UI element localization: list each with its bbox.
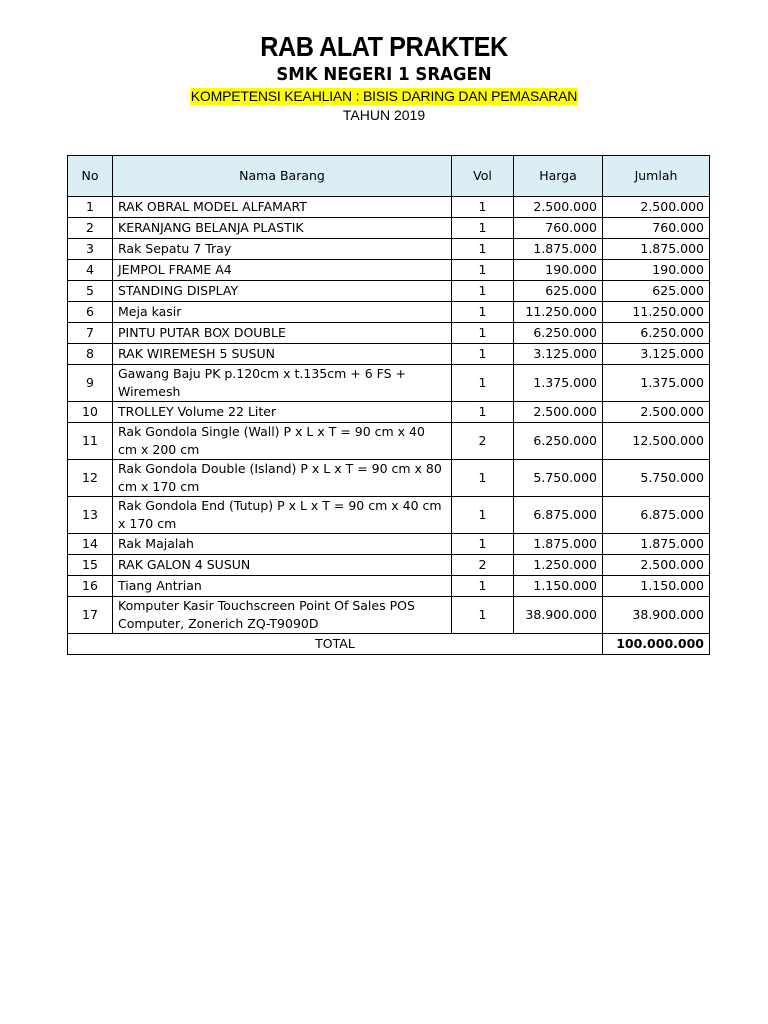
cell-nama-barang: Meja kasir bbox=[113, 302, 452, 323]
document-title: RAB ALAT PRAKTEK bbox=[260, 31, 508, 62]
cell-nama-barang: STANDING DISPLAY bbox=[113, 281, 452, 302]
cell-nama-barang: Rak Majalah bbox=[113, 534, 452, 555]
cell-harga: 2.500.000 bbox=[514, 197, 603, 218]
cell-harga: 2.500.000 bbox=[514, 402, 603, 423]
cell-vol: 1 bbox=[452, 365, 514, 402]
cell-nama-barang: RAK OBRAL MODEL ALFAMART bbox=[113, 197, 452, 218]
cell-harga: 190.000 bbox=[514, 260, 603, 281]
col-header-nama-barang: Nama Barang bbox=[113, 156, 452, 197]
cell-harga: 6.875.000 bbox=[514, 497, 603, 534]
cell-jumlah: 2.500.000 bbox=[603, 555, 710, 576]
cell-jumlah: 760.000 bbox=[603, 218, 710, 239]
col-header-no: No bbox=[68, 156, 113, 197]
table-row bbox=[68, 197, 710, 218]
cell-harga: 760.000 bbox=[514, 218, 603, 239]
cell-vol: 1 bbox=[452, 344, 514, 365]
cell-vol: 1 bbox=[452, 460, 514, 497]
cell-no: 11 bbox=[68, 423, 113, 460]
cell-nama-barang: Rak Gondola Double (Island) P x L x T = 90 cm x 80 cm x 170 cm bbox=[113, 460, 452, 497]
competency-label: KOMPETENSI KEAHLIAN : BISIS DARING DAN PEMASARAN bbox=[190, 88, 578, 104]
cell-jumlah: 6.875.000 bbox=[603, 497, 710, 534]
cell-nama-barang: KERANJANG BELANJA PLASTIK bbox=[113, 218, 452, 239]
table-row bbox=[68, 555, 710, 576]
table-header-row bbox=[68, 156, 710, 197]
cell-no: 8 bbox=[68, 344, 113, 365]
cell-jumlah: 38.900.000 bbox=[603, 597, 710, 634]
cell-vol: 1 bbox=[452, 218, 514, 239]
total-row bbox=[68, 634, 710, 655]
cell-jumlah: 3.125.000 bbox=[603, 344, 710, 365]
cell-jumlah: 1.375.000 bbox=[603, 365, 710, 402]
year-label: TAHUN 2019 bbox=[342, 107, 426, 123]
cell-no: 12 bbox=[68, 460, 113, 497]
cell-vol: 1 bbox=[452, 239, 514, 260]
cell-vol: 2 bbox=[452, 423, 514, 460]
cell-jumlah: 11.250.000 bbox=[603, 302, 710, 323]
cell-no: 1 bbox=[68, 197, 113, 218]
cell-jumlah: 625.000 bbox=[603, 281, 710, 302]
col-header-harga: Harga bbox=[514, 156, 603, 197]
cell-nama-barang: Rak Gondola End (Tutup) P x L x T = 90 cm x 40 cm x 170 cm bbox=[113, 497, 452, 534]
cell-jumlah: 1.150.000 bbox=[603, 576, 710, 597]
table-row bbox=[68, 534, 710, 555]
cell-no: 6 bbox=[68, 302, 113, 323]
table-row bbox=[68, 460, 710, 497]
cell-harga: 1.250.000 bbox=[514, 555, 603, 576]
table-row bbox=[68, 239, 710, 260]
table-row bbox=[68, 365, 710, 402]
table-row bbox=[68, 576, 710, 597]
table-row bbox=[68, 497, 710, 534]
table-row bbox=[68, 281, 710, 302]
cell-vol: 1 bbox=[452, 534, 514, 555]
school-name: SMK NEGERI 1 SRAGEN bbox=[276, 64, 492, 85]
document-header bbox=[0, 30, 768, 124]
cell-harga: 6.250.000 bbox=[514, 423, 603, 460]
cell-nama-barang: PINTU PUTAR BOX DOUBLE bbox=[113, 323, 452, 344]
cell-nama-barang: Komputer Kasir Touchscreen Point Of Sales POS Computer, Zonerich ZQ-T9090D bbox=[113, 597, 452, 634]
table-row bbox=[68, 302, 710, 323]
cell-vol: 1 bbox=[452, 260, 514, 281]
cell-jumlah: 1.875.000 bbox=[603, 239, 710, 260]
cell-jumlah: 2.500.000 bbox=[603, 197, 710, 218]
cell-vol: 2 bbox=[452, 555, 514, 576]
cell-harga: 1.150.000 bbox=[514, 576, 603, 597]
cell-harga: 6.250.000 bbox=[514, 323, 603, 344]
cell-nama-barang: Tiang Antrian bbox=[113, 576, 452, 597]
cell-nama-barang: RAK WIREMESH 5 SUSUN bbox=[113, 344, 452, 365]
cell-vol: 1 bbox=[452, 197, 514, 218]
cell-no: 14 bbox=[68, 534, 113, 555]
cell-no: 10 bbox=[68, 402, 113, 423]
cell-vol: 1 bbox=[452, 597, 514, 634]
cell-no: 16 bbox=[68, 576, 113, 597]
cell-nama-barang: TROLLEY Volume 22 Liter bbox=[113, 402, 452, 423]
cell-vol: 1 bbox=[452, 281, 514, 302]
cell-nama-barang: Rak Sepatu 7 Tray bbox=[113, 239, 452, 260]
cell-jumlah: 6.250.000 bbox=[603, 323, 710, 344]
cell-harga: 11.250.000 bbox=[514, 302, 603, 323]
cell-no: 4 bbox=[68, 260, 113, 281]
cell-nama-barang: JEMPOL FRAME A4 bbox=[113, 260, 452, 281]
cell-no: 7 bbox=[68, 323, 113, 344]
cell-no: 13 bbox=[68, 497, 113, 534]
total-value: 100.000.000 bbox=[603, 634, 710, 655]
cell-harga: 625.000 bbox=[514, 281, 603, 302]
total-label: TOTAL bbox=[68, 634, 603, 655]
cell-harga: 1.875.000 bbox=[514, 239, 603, 260]
table-row bbox=[68, 260, 710, 281]
cell-jumlah: 1.875.000 bbox=[603, 534, 710, 555]
cell-no: 17 bbox=[68, 597, 113, 634]
cell-no: 3 bbox=[68, 239, 113, 260]
cell-nama-barang: Rak Gondola Single (Wall) P x L x T = 90 cm x 40 cm x 200 cm bbox=[113, 423, 452, 460]
cell-no: 9 bbox=[68, 365, 113, 402]
cell-jumlah: 2.500.000 bbox=[603, 402, 710, 423]
budget-table bbox=[67, 155, 710, 655]
col-header-jumlah: Jumlah bbox=[603, 156, 710, 197]
cell-jumlah: 12.500.000 bbox=[603, 423, 710, 460]
table-row bbox=[68, 402, 710, 423]
cell-vol: 1 bbox=[452, 402, 514, 423]
cell-no: 2 bbox=[68, 218, 113, 239]
cell-jumlah: 190.000 bbox=[603, 260, 710, 281]
table-row bbox=[68, 344, 710, 365]
cell-nama-barang: RAK GALON 4 SUSUN bbox=[113, 555, 452, 576]
cell-harga: 1.875.000 bbox=[514, 534, 603, 555]
cell-vol: 1 bbox=[452, 497, 514, 534]
cell-harga: 3.125.000 bbox=[514, 344, 603, 365]
cell-jumlah: 5.750.000 bbox=[603, 460, 710, 497]
cell-vol: 1 bbox=[452, 323, 514, 344]
cell-harga: 38.900.000 bbox=[514, 597, 603, 634]
competency-line bbox=[0, 88, 768, 106]
table-row bbox=[68, 423, 710, 460]
cell-no: 5 bbox=[68, 281, 113, 302]
table-row bbox=[68, 218, 710, 239]
cell-vol: 1 bbox=[452, 302, 514, 323]
cell-nama-barang: Gawang Baju PK p.120cm x t.135cm + 6 FS + Wiremesh bbox=[113, 365, 452, 402]
cell-harga: 5.750.000 bbox=[514, 460, 603, 497]
cell-harga: 1.375.000 bbox=[514, 365, 603, 402]
table-row bbox=[68, 323, 710, 344]
table-row bbox=[68, 597, 710, 634]
col-header-vol: Vol bbox=[452, 156, 514, 197]
cell-no: 15 bbox=[68, 555, 113, 576]
cell-vol: 1 bbox=[452, 576, 514, 597]
